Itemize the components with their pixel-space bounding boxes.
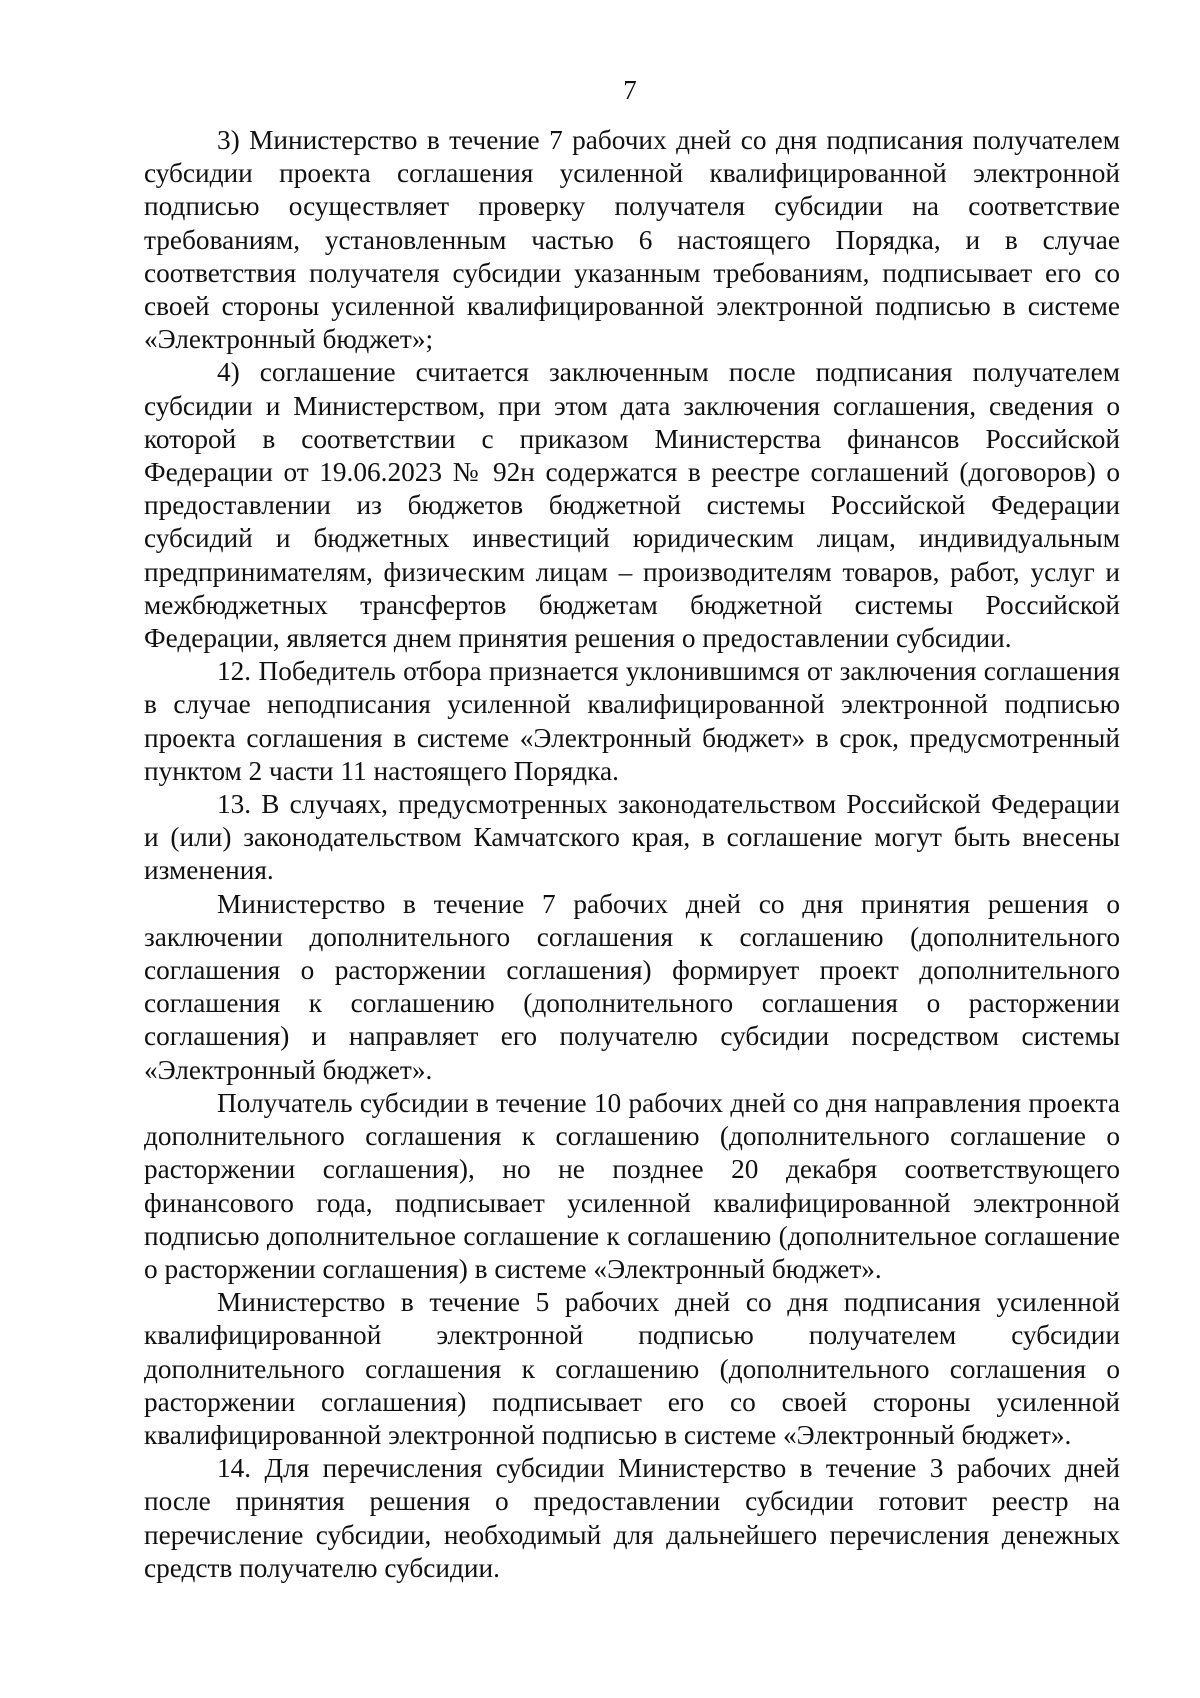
paragraph-recipient-signs: Получатель субсидии в течение 10 рабочих дней со дня направления проекта дополнительного соглашения к соглашению (дополнительного соглашение о расторжении соглашения), но не позднее 20 декабря соответствующего финансового года, подписывает усиленной квалифицированной электронной подписью дополнительное соглашение к соглашению (дополнительное соглашение о расторжении соглашения) в системе «Электронный бюджет». xyxy=(144,1087,1120,1284)
page-number: 7 xyxy=(623,75,637,105)
paragraph-item-3: 3) Министерство в течение 7 рабочих дней со дня подписания получателем субсидии проекта соглашения усиленной квалифицированной электронной подписью осуществляет проверку получателя субсидии на соответствие требованиям, установленным частью 6 настоящего Порядка, и в случае соответствия получателя субсидии указанным требованиям, подписывает его со своей стороны усиленной квалифицированной электронной подписью в системе «Электронный бюджет»; xyxy=(144,125,1120,355)
paragraph-item-4: 4) соглашение считается заключенным после подписания получателем субсидии и Министерством, при этом дата заключения соглашения, сведения о которой в соответствии с приказом Министерства финансов Российской Федерации от 19.06.2023 № 92н содержатся в реестре соглашений (договоров) о предоставлении из бюджетов бюджетной системы Российской Федерации субсидий и бюджетных инвестиций юридическим лицам, индивидуальным предпринимателям, физическим лицам – производителям товаров, работ, услуг и межбюджетных трансфертов бюджетам бюджетной системы Российской Федерации, является днем принятия решения о предоставлении субсидии. xyxy=(144,357,1120,654)
paragraph-section-14: 14. Для перечисления субсидии Министерство в течение 3 рабочих дней после принятия решения о предоставлении субсидии готовит реестр на перечисление субсидии, необходимый для дальнейшего перечисления денежных средств получателю субсидии. xyxy=(144,1453,1120,1583)
paragraph-ministry-signs: Министерство в течение 5 рабочих дней со дня подписания усиленной квалифицированной электронной подписью получателем субсидии дополнительного соглашения к соглашению (дополнительного соглашения о расторжении соглашения) подписывает его со своей стороны усиленной квалифицированной электронной подписью в системе «Электронный бюджет». xyxy=(144,1287,1120,1450)
paragraph-ministry-draft: Министерство в течение 7 рабочих дней со дня принятия решения о заключении дополнительного соглашения к соглашению (дополнительного соглашения о расторжении соглашения) формирует проект дополнительного соглашения к соглашению (дополнительного соглашения о расторжении соглашения) и направляет его получателю субсидии посредством системы «Электронный бюджет». xyxy=(144,888,1120,1085)
paragraph-section-13: 13. В случаях, предусмотренных законодательством Российской Федерации и (или) законодательством Камчатского края, в соглашение могут быть внесены изменения. xyxy=(144,789,1120,886)
document-body xyxy=(144,124,1120,1585)
paragraph-section-12: 12. Победитель отбора признается уклонившимся от заключения соглашения в случае неподписания усиленной квалифицированной электронной подписью проекта соглашения в системе «Электронный бюджет» в срок, предусмотренный пунктом 2 части 11 настоящего Порядка. xyxy=(144,656,1120,786)
